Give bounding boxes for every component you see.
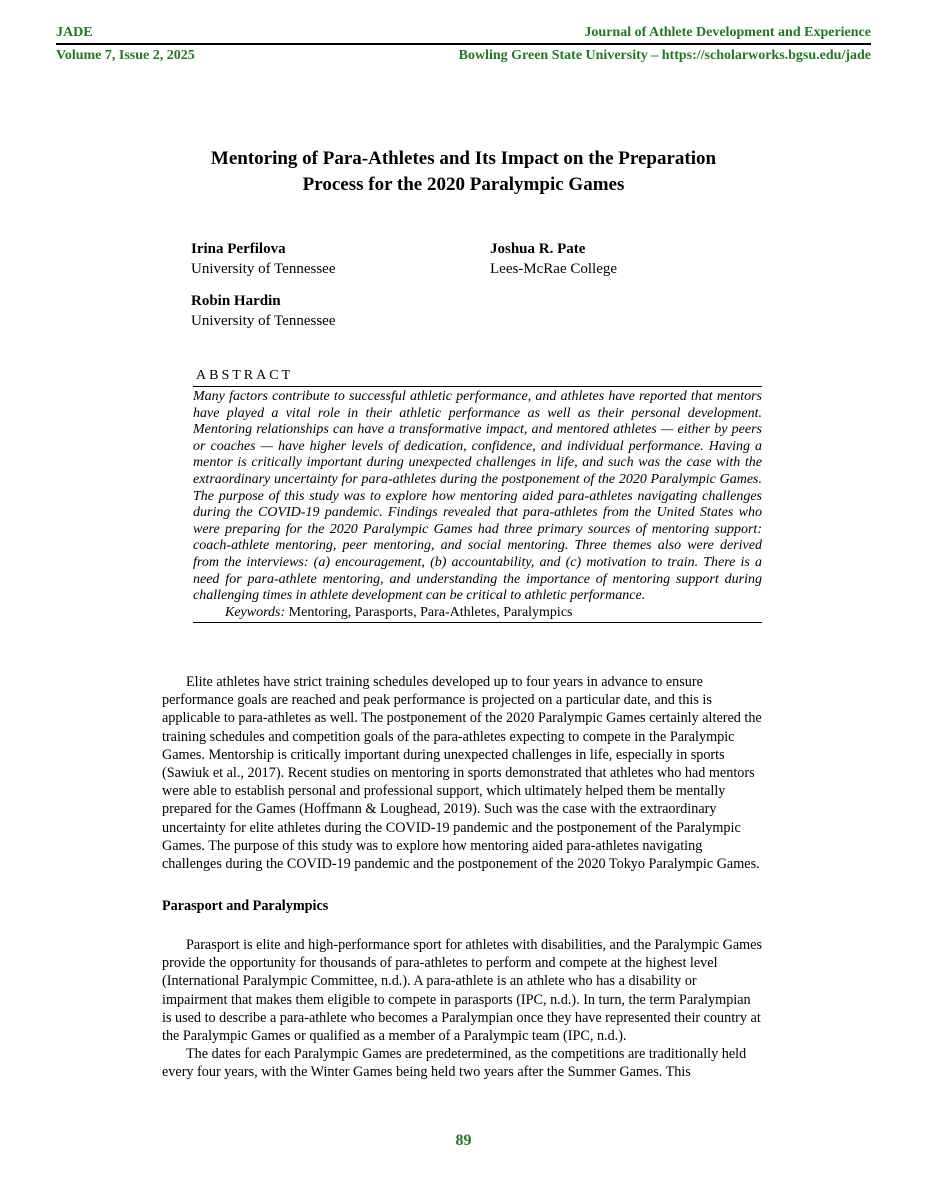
title-line-2: Process for the 2020 Paralympic Games [302, 174, 625, 195]
author-name: Joshua R. Pate [490, 241, 586, 257]
article-title [160, 146, 767, 198]
keywords-list: Mentoring, Parasports, Para-Athletes, Paralympics [288, 604, 573, 620]
keywords-line [193, 605, 762, 621]
section-paragraph: The dates for each Paralympic Games are predetermined, as the competitions are traditionally held every four years, with the Winter Games being held two years after the Summer Games. This [162, 1046, 747, 1081]
title-line-1: Mentoring of Para-Athletes and Its Impact on the Preparation [210, 148, 717, 169]
abstract-bottom-rule [193, 622, 762, 623]
author-block [191, 239, 335, 279]
publisher-url: Bowling Green State University – https://scholarworks.bgsu.edu/jade [458, 48, 871, 63]
header-rule [56, 43, 871, 45]
author-block [490, 239, 617, 279]
keywords-label: Keywords: [225, 604, 286, 620]
abstract-top-rule [193, 386, 762, 387]
author-block [191, 291, 335, 331]
author-affiliation: University of Tennessee [191, 261, 336, 277]
header-row-bottom [56, 47, 871, 65]
abstract-heading: ABSTRACT [196, 368, 294, 383]
section-paragraph: Parasport is elite and high-performance sport for athletes with disabilities, and the Paralympic Games provide the opportunity for thousands of para-athletes to perform and compete at the highest level (International Paralympic Committee, n.d.). A para-athlete is an athlete who has a disability or impairment that makes them eligible to compete in parasports (IPC, n.d.). In turn, the term Paralympian is used to describe a para-athlete who becomes a Paralympian once they have represented their country at the Paralympic Games or qualified as a member of a Paralympic team (IPC, n.d.). [162, 937, 763, 1045]
abstract-text: Many factors contribute to successful athletic performance, and athletes have reported that mentors have played a vital role in their athletic performance as well as their personal development. Mentoring relationships can have a transformative impact, and mentored athletes — either by peers or coaches — have higher levels of dedication, confidence, and individual performance. Having a mentor is critically important during unexpected challenges in life, and such was the case with the extraordinary uncertainty for para-athletes during the postponement of the 2020 Paralympic Games. The purpose of this study was to explore how mentoring aided para-athletes navigating challenges during the COVID-19 pandemic. Findings revealed that para-athletes from the United States who were preparing for the 2020 Paralympic Games had three primary sources of mentoring support: coach-athlete mentoring, peer mentoring, and social mentoring. Three themes also were derived from the interviews: (a) encouragement, (b) accountability, and (c) motivation to train. There is a need for para-athlete mentoring, and understanding the importance of mentoring support during challenging times in athlete development can be critical to athletic performance. [193, 389, 762, 604]
abstract-section [193, 366, 762, 623]
section-body [162, 936, 762, 1082]
author-name: Robin Hardin [191, 293, 281, 309]
page-number: 89 [455, 1132, 472, 1149]
author-affiliation: Lees-McRae College [490, 261, 618, 277]
author-affiliation: University of Tennessee [191, 313, 336, 329]
journal-short-name: JADE [56, 25, 93, 40]
header-row-top [56, 24, 871, 42]
running-header [56, 24, 871, 65]
section-heading: Parasport and Paralympics [162, 898, 329, 914]
journal-full-name: Journal of Athlete Development and Experience [584, 25, 871, 40]
intro-section [162, 673, 762, 873]
author-name: Irina Perfilova [191, 241, 286, 257]
volume-issue: Volume 7, Issue 2, 2025 [56, 48, 195, 63]
intro-paragraph: Elite athletes have strict training schedules developed up to four years in advance to ensure performance goals are reached and peak performance is projected on a particular date, and this is applicable to para-athletes as well. The postponement of the 2020 Paralympic Games certainly altered the training schedules and competition goals of the para-athletes expecting to compete in the Paralympic Games. Mentorship is critically important during unexpected challenges in life, especially in sports (Sawiuk et al., 2017). Recent studies on mentoring in sports demonstrated that athletes who had mentors were able to establish personal and professional support, which ultimately helped them be mentally prepared for the Games (Hoffmann & Loughead, 2019). Such was the case with the extraordinary uncertainty for elite athletes during the COVID-19 pandemic and the postponement of the Paralympic Games. The purpose of this study was to explore how mentoring aided para-athletes navigating challenges during the COVID-19 pandemic and the postponement of the 2020 Tokyo Paralympic Games. [162, 674, 762, 873]
